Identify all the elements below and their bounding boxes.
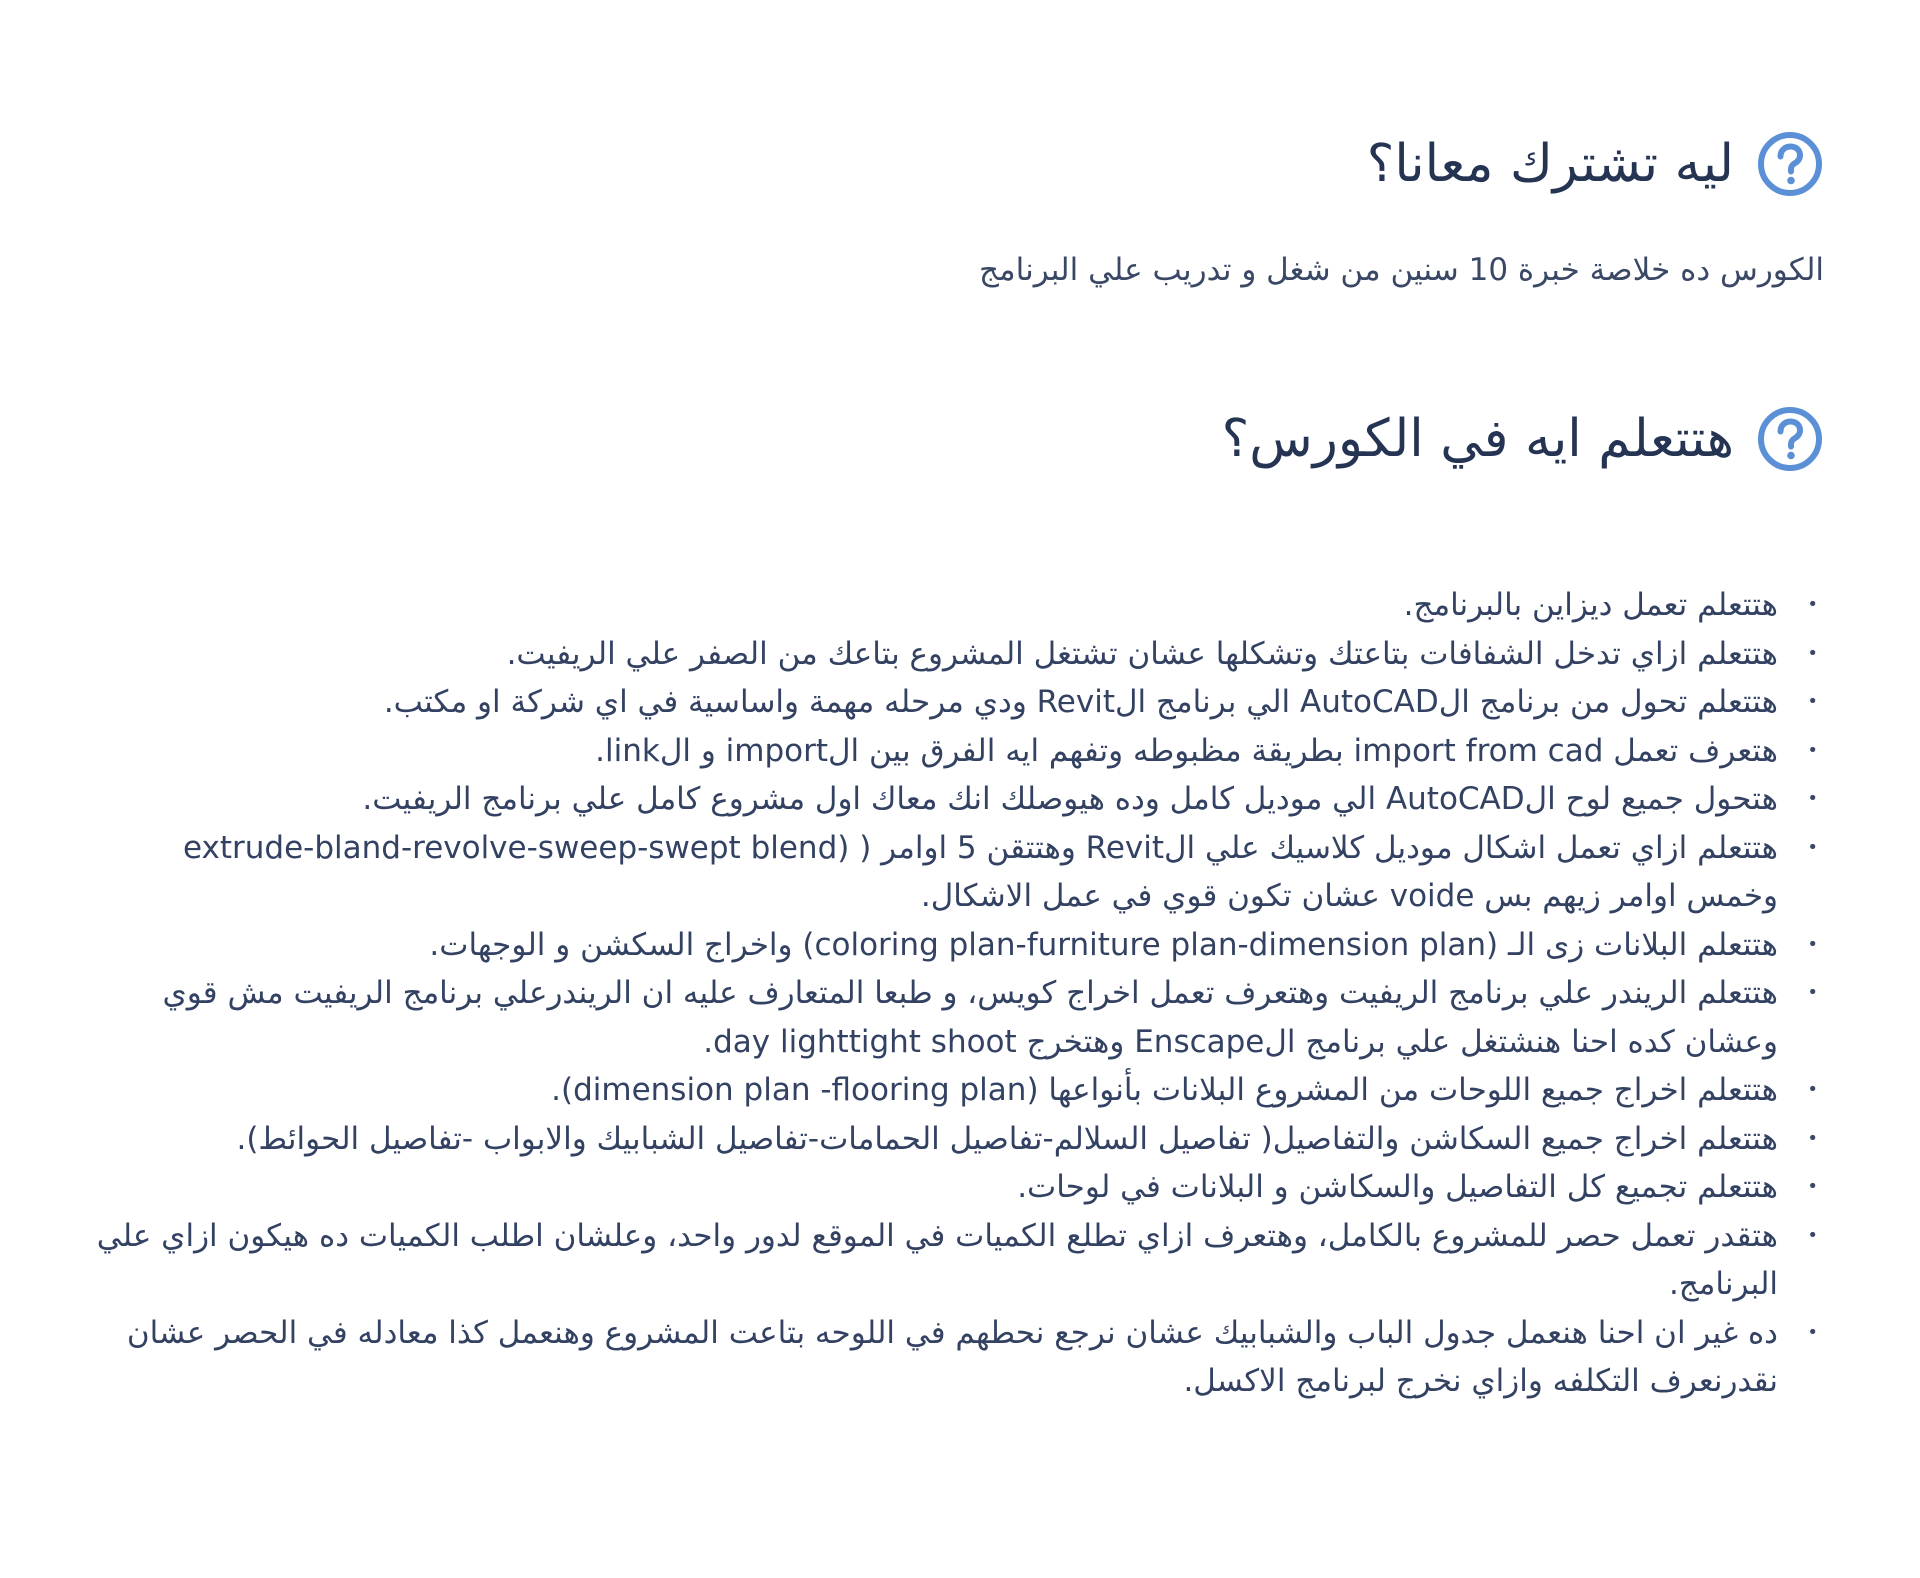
list-item: • هتحول جميع لوح الAutoCAD الي موديل كامل وده هيوصلك انك معاك اول مشروع كامل علي برنامج الريفيت. — [96, 775, 1778, 824]
why-join-section — [96, 130, 1824, 321]
list-item: • هتتعلم تعمل ديزاين بالبرنامج. — [96, 581, 1778, 630]
list-item: • هتتعلم ازاي تعمل اشكال موديل كلاسيك علي الRevit وهتتقن 5 اوامر ( (extrude-bland-revolve-sweep-swept blend وخمس اوامر زيهم بس voide عشان تكون قوي في عمل الاشكال. — [96, 824, 1778, 921]
list-item: • هتتعلم ازاي تدخل الشفافات بتاعتك وتشكلها عشان تشتغل المشروع بتاعك من الصفر علي الريفيت. — [96, 630, 1778, 679]
question-circle-icon — [1756, 405, 1824, 473]
list-item: • هتتعلم تحول من برنامج الAutoCAD الي برنامج الRevit ودي مرحله مهمة واساسية في اي شركة او مكتب. — [96, 678, 1778, 727]
question-circle-icon — [1756, 130, 1824, 198]
list-item: • ده غير ان احنا هنعمل جدول الباب والشبابيك عشان نرجع نحطهم في اللوحه بتاعت المشروع وهنعمل كذا معادله في الحصر عشان نقدرنعرف التكلفه وازاي نخرج لبرنامج الاكسل. — [96, 1309, 1778, 1406]
list-item: • هتقدر تعمل حصر للمشروع بالكامل، وهتعرف ازاي تطلع الكميات في الموقع لدور واحد، وعلشان اطلب الكميات ده هيكون ازاي علي البرنامج. — [96, 1212, 1778, 1309]
what-you-learn-section — [96, 405, 1824, 1406]
what-you-learn-title: هتتعلم ايه في الكورس؟ — [1221, 408, 1734, 469]
list-item: • هتتعلم تجميع كل التفاصيل والسكاشن و البلانات في لوحات. — [96, 1163, 1778, 1212]
why-join-heading — [96, 130, 1824, 198]
list-item: • هتتعلم اخراج جميع السكاشن والتفاصيل( تفاصيل السلالم-تفاصيل الحمامات-تفاصيل الشبابيك والابواب -تفاصيل الحوائط). — [96, 1115, 1778, 1164]
why-join-body: الكورس ده خلاصة خبرة 10 سنين من شغل و تدريب علي البرنامج — [979, 252, 1824, 288]
why-join-title: ليه تشترك معانا؟ — [1366, 133, 1734, 194]
list-item: • هتعرف تعمل import from cad بطريقة مظبوطه وتفهم ايه الفرق بين الimport و الlink. — [96, 727, 1778, 776]
list-item: • هتتعلم البلانات زى الـ (coloring plan-furniture plan-dimension plan) واخراج السكشن و الوجهات. — [96, 921, 1778, 970]
list-item: • هتتعلم اخراج جميع اللوحات من المشروع البلانات بأنواعها (dimension plan -flooring plan). — [96, 1066, 1778, 1115]
list-item: • هتتعلم الريندر علي برنامج الريفيت وهتعرف تعمل اخراج كويس، و طبعا المتعارف عليه ان الريندرعلي برنامج الريفيت مش قوي وعشان كده احنا هنشتغل علي برنامج الEnscape وهتخرج day lighttight shoot. — [96, 969, 1778, 1066]
learn-list — [96, 581, 1824, 1406]
what-you-learn-heading — [96, 405, 1824, 473]
